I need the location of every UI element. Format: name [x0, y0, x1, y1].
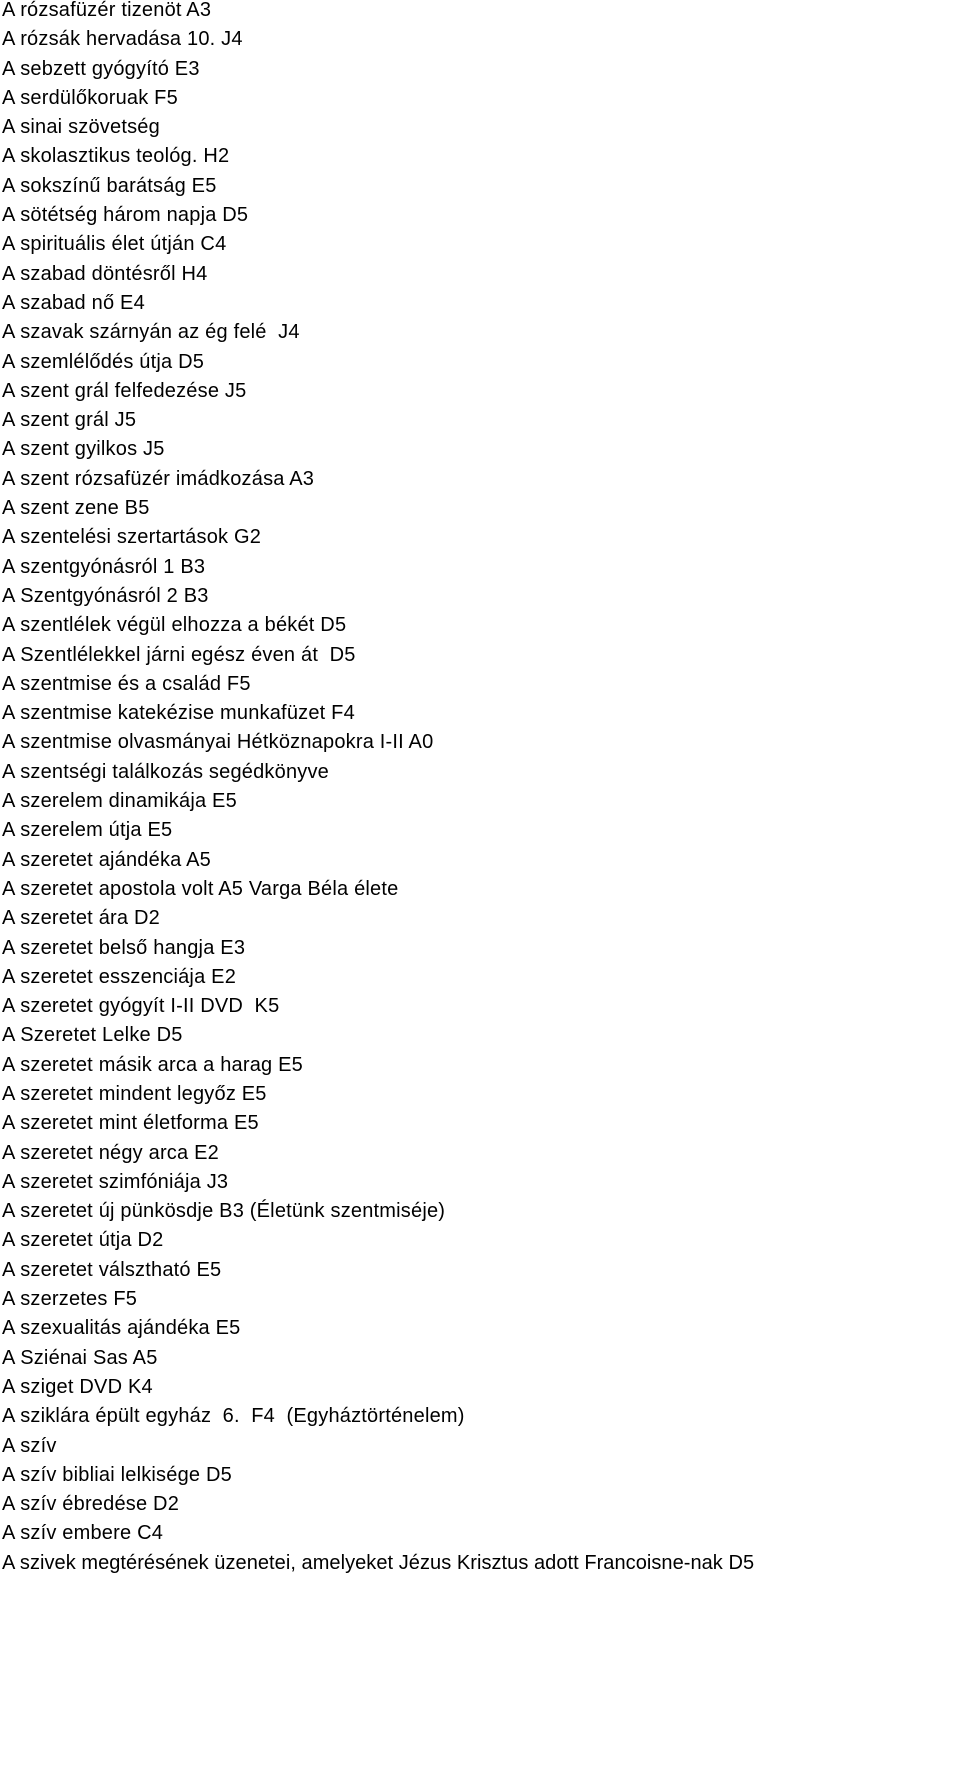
list-item: A szentgyónásról 1 B3: [2, 555, 206, 578]
list-item: A szerzetes F5: [2, 1288, 138, 1311]
list-item: A Sziénai Sas A5: [2, 1346, 158, 1369]
list-item: A szeretet másik arca a harag E5: [2, 1053, 303, 1076]
list-item: A sötétség három napja D5: [2, 204, 249, 227]
list-item: A szeretet mindent legyőz E5: [2, 1082, 267, 1105]
list-item: A szeretet válsztható E5: [2, 1258, 222, 1281]
list-item: A szentmise katekézise munkafüzet F4: [2, 702, 355, 725]
list-item: A serdülőkoruak F5: [2, 86, 178, 109]
list-item: A szeretet mint életforma E5: [2, 1112, 259, 1135]
list-item: A szexualitás ajándéka E5: [2, 1317, 241, 1340]
list-item: A szemlélődés útja D5: [2, 350, 205, 373]
list-item: A szeretet útja D2: [2, 1229, 164, 1252]
list-item: A szeretet belső hangja E3: [2, 936, 246, 959]
list-item: A szerelem útja E5: [2, 819, 173, 842]
list-item: A szeretet ajándéka A5: [2, 848, 211, 871]
list-item: A Szentlélekkel járni egész éven át D5: [2, 643, 356, 666]
list-item: A rózsák hervadása 10. J4: [2, 28, 243, 51]
list-item: A szeretet négy arca E2: [2, 1141, 219, 1164]
list-item: A szent gyilkos J5: [2, 438, 165, 461]
list-item: A sziget DVD K4: [2, 1375, 153, 1398]
list-item: A szentlélek végül elhozza a békét D5: [2, 614, 347, 637]
list-item: A szent grál J5: [2, 409, 137, 432]
list-item: A Szeretet Lelke D5: [2, 1024, 183, 1047]
list-item: A szeretet gyógyít I-II DVD K5: [2, 995, 280, 1018]
list-item: A szeretet új pünkösdje B3 (Életünk szentmiséje): [2, 1200, 446, 1223]
list-item: A szent zene B5: [2, 497, 150, 520]
list-item: A sinai szövetség: [2, 116, 160, 139]
list-item: A rózsafüzér tizenöt A3: [2, 0, 212, 21]
list-item: A Szentgyónásról 2 B3: [2, 584, 209, 607]
list-item: A szentmise és a család F5: [2, 672, 251, 695]
list-item: A szentmise olvasmányai Hétköznapokra I-II A0: [2, 731, 434, 754]
list-item: A szeretet ára D2: [2, 907, 160, 930]
list-item: A skolasztikus teológ. H2: [2, 145, 230, 168]
list-item: A szabad nő E4: [2, 291, 145, 314]
list-item: A szent grál felfedezése J5: [2, 379, 247, 402]
list-item: A szeretet apostola volt A5 Varga Béla élete: [2, 877, 399, 900]
list-item: A szív ébredése D2: [2, 1493, 180, 1516]
list-item: A sziklára épült egyház 6. F4 (Egyháztörténelem): [2, 1405, 465, 1428]
list-item: A szeretet szimfóniája J3: [2, 1170, 229, 1193]
list-item: A szabad döntésről H4: [2, 262, 208, 285]
list-item: A szív bibliai lelkisége D5: [2, 1463, 232, 1486]
list-item: A szivek megtérésének üzenetei, amelyeket Jézus Krisztus adott Francoisne-nak D5: [2, 1551, 755, 1574]
list-item: A szent rózsafüzér imádkozása A3: [2, 467, 315, 490]
list-item: A spirituális élet útján C4: [2, 233, 227, 256]
list-item: A szentségi találkozás segédkönyve: [2, 760, 329, 783]
list-item: A sebzett gyógyító E3: [2, 57, 200, 80]
list-item: A sokszínű barátság E5: [2, 174, 217, 197]
list-item: A szavak szárnyán az ég felé J4: [2, 321, 300, 344]
list-item: A szív: [2, 1434, 57, 1457]
list-item: A szeretet esszenciája E2: [2, 965, 237, 988]
list-item: A szív embere C4: [2, 1522, 164, 1545]
list-item: A szentelési szertartások G2: [2, 526, 262, 549]
list-item: A szerelem dinamikája E5: [2, 790, 237, 813]
